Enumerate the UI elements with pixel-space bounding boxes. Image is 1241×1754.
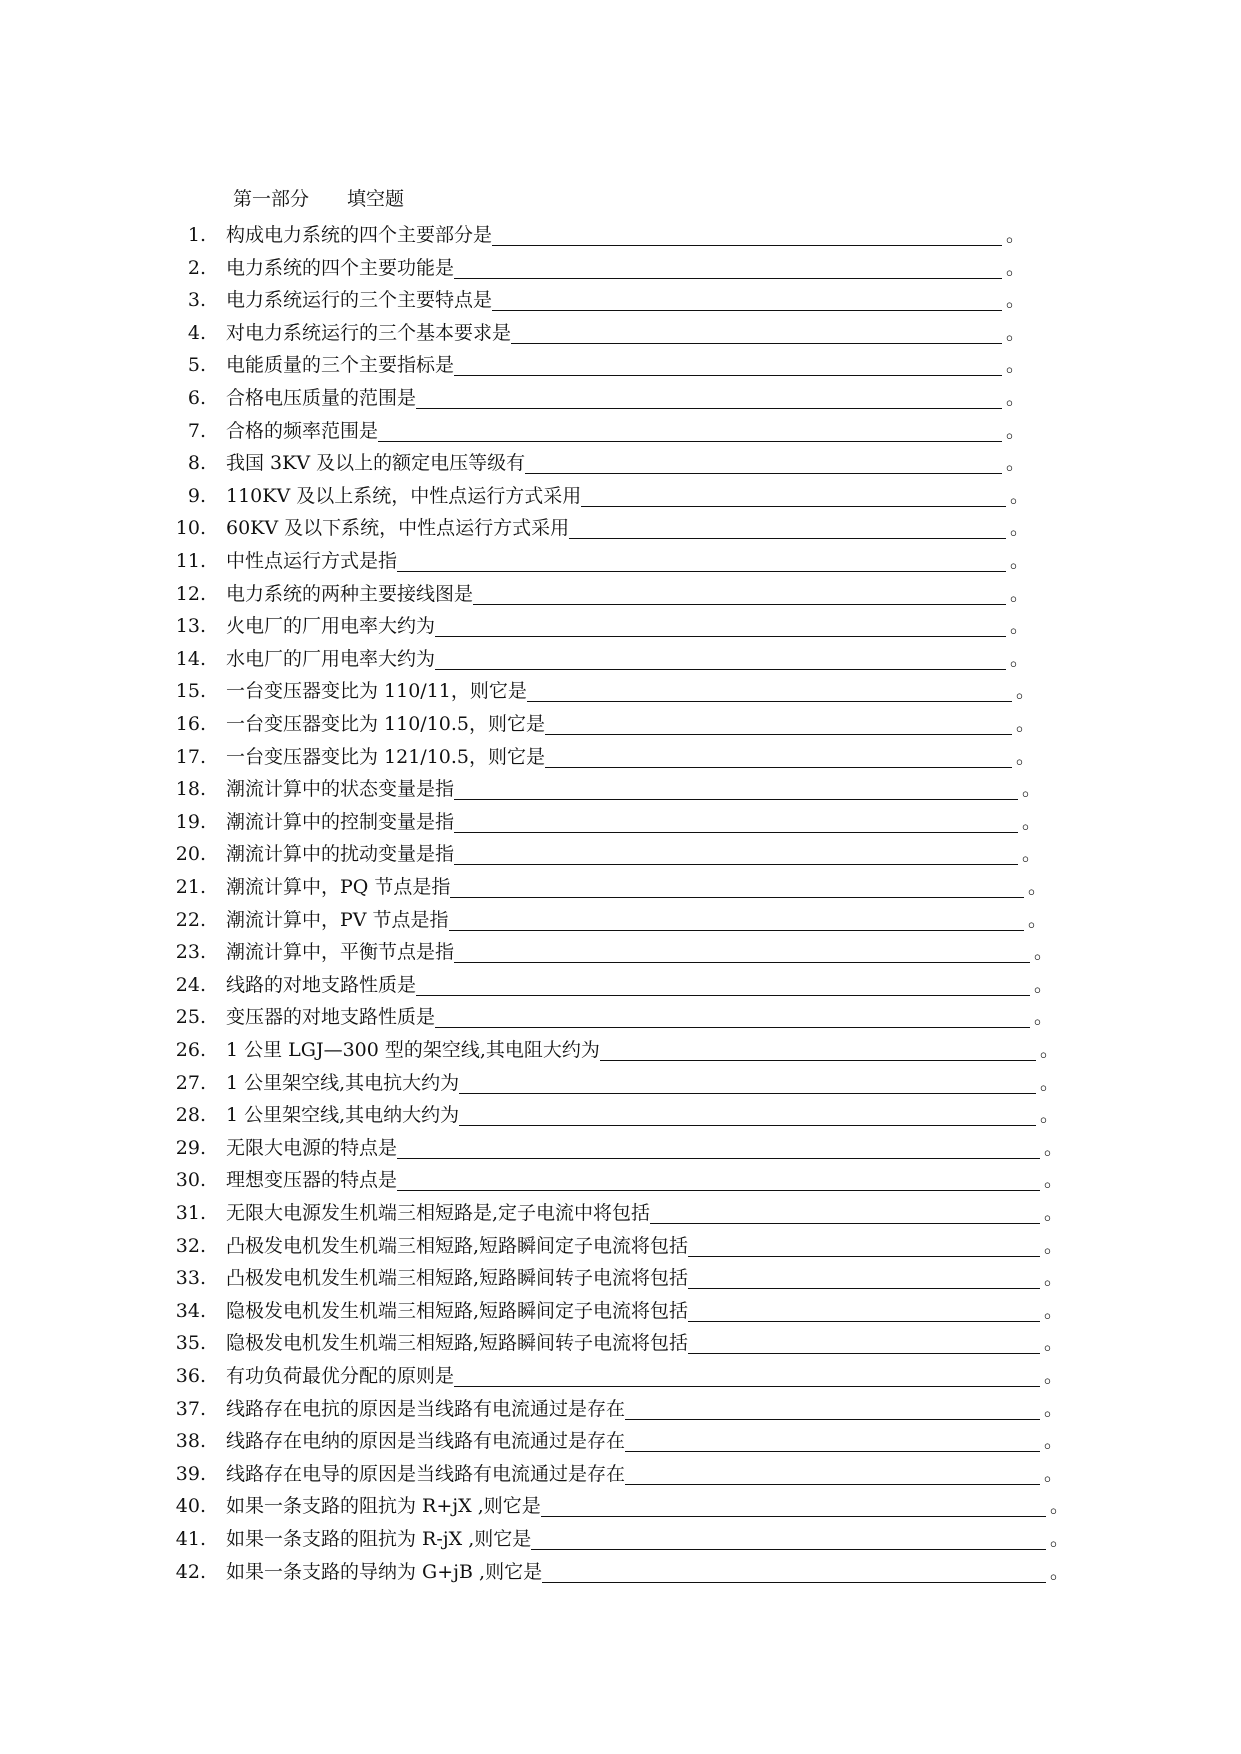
question-number: 20. — [175, 843, 206, 866]
question-text: 一台变压器变比为 110/11，则它是 — [226, 680, 527, 703]
question-number: 32. — [175, 1234, 206, 1257]
question-text: 合格电压质量的范围是 — [226, 387, 417, 409]
question-text: 电力系统运行的三个主要特点是 — [226, 289, 493, 312]
period-mark: 。 — [1006, 321, 1026, 344]
answer-blank[interactable] — [531, 1527, 1046, 1550]
question-item — [150, 1229, 1063, 1259]
question-number: 14. — [175, 647, 206, 670]
question-item — [150, 805, 1041, 835]
question-number: 5. — [187, 354, 206, 377]
answer-blank[interactable] — [650, 1201, 1040, 1224]
section-title: 第一部分 填空题 — [233, 188, 405, 210]
question-item — [150, 1326, 1063, 1356]
question-item — [150, 577, 1029, 607]
question-item — [150, 1424, 1063, 1454]
question-number: 41. — [175, 1528, 206, 1550]
question-number: 11. — [175, 550, 206, 572]
answer-blank[interactable] — [688, 1234, 1040, 1257]
answer-blank[interactable] — [688, 1331, 1040, 1354]
question-item — [150, 1294, 1063, 1324]
period-mark: 。 — [1016, 713, 1036, 735]
answer-blank[interactable] — [545, 745, 1012, 768]
question-number: 17. — [175, 745, 206, 768]
question-item — [150, 870, 1047, 900]
question-number: 19. — [175, 810, 206, 833]
question-number: 2. — [187, 256, 206, 279]
question-text: 合格的频率范围是 — [226, 419, 379, 442]
question-item — [150, 1000, 1053, 1030]
period-mark: 。 — [1044, 1462, 1064, 1485]
question-number: 23. — [175, 941, 206, 964]
question-item — [150, 674, 1035, 704]
question-item — [150, 1522, 1069, 1552]
question-text: 1 公里 LGJ—300 型的架空线,其电阻大约为 — [226, 1039, 600, 1061]
period-mark: 。 — [1044, 1332, 1064, 1355]
answer-blank[interactable] — [435, 614, 1006, 637]
question-text: 隐极发电机发生机端三相短路,短路瞬间定子电流将包括 — [226, 1299, 689, 1322]
answer-blank[interactable] — [416, 386, 1002, 409]
question-number: 9. — [187, 484, 206, 507]
answer-blank[interactable] — [581, 484, 1006, 507]
period-mark: 。 — [1034, 1006, 1054, 1029]
question-item — [150, 1098, 1059, 1128]
question-item — [150, 218, 1025, 248]
question-number: 10. — [175, 517, 206, 540]
answer-blank[interactable] — [459, 1103, 1036, 1126]
period-mark: 。 — [1028, 876, 1048, 898]
question-item — [150, 348, 1025, 378]
question-number: 36. — [175, 1365, 206, 1387]
question-text: 如果一条支路的阻抗为 R+jX ,则它是 — [226, 1495, 541, 1518]
answer-blank[interactable] — [454, 777, 1018, 800]
answer-blank[interactable] — [688, 1266, 1040, 1289]
answer-blank[interactable] — [527, 679, 1012, 702]
period-mark: 。 — [1010, 517, 1030, 540]
period-mark: 。 — [1006, 354, 1026, 377]
question-text: 如果一条支路的导纳为 G+jB ,则它是 — [226, 1560, 543, 1583]
question-number: 15. — [175, 680, 206, 703]
period-mark: 。 — [1040, 1071, 1060, 1094]
question-number: 42. — [175, 1560, 206, 1583]
answer-blank[interactable] — [492, 223, 1002, 246]
answer-blank[interactable] — [454, 353, 1002, 376]
question-text: 电力系统的两种主要接线图是 — [226, 582, 474, 605]
question-number: 12. — [175, 582, 206, 605]
answer-blank[interactable] — [541, 1494, 1046, 1517]
question-number: 31. — [175, 1202, 206, 1224]
question-text: 水电厂的厂用电率大约为 — [226, 647, 436, 670]
question-number: 29. — [175, 1136, 206, 1159]
answer-blank[interactable] — [435, 1005, 1030, 1028]
answer-blank[interactable] — [449, 908, 1024, 931]
question-text: 潮流计算中，平衡节点是指 — [226, 941, 455, 964]
period-mark: 。 — [1044, 1267, 1064, 1290]
question-text: 无限大电源的特点是 — [226, 1136, 398, 1159]
question-text: 一台变压器变比为 121/10.5，则它是 — [226, 745, 546, 768]
question-text: 隐极发电机发生机端三相短路,短路瞬间转子电流将包括 — [226, 1332, 689, 1355]
period-mark: 。 — [1010, 484, 1030, 507]
question-text: 火电厂的厂用电率大约为 — [226, 615, 436, 638]
question-text: 有功负荷最优分配的原则是 — [226, 1365, 455, 1387]
question-number: 40. — [175, 1495, 206, 1518]
period-mark: 。 — [1050, 1560, 1070, 1583]
question-item — [150, 479, 1029, 509]
question-text: 理想变压器的特点是 — [226, 1169, 398, 1192]
answer-blank[interactable] — [435, 647, 1006, 670]
answer-blank[interactable] — [492, 288, 1002, 311]
answer-blank[interactable] — [454, 940, 1030, 963]
question-text: 无限大电源发生机端三相短路是,定子电流中将包括 — [226, 1202, 651, 1224]
answer-blank[interactable] — [454, 1364, 1040, 1387]
answer-blank[interactable] — [569, 516, 1006, 539]
period-mark: 。 — [1010, 647, 1030, 670]
question-number: 3. — [187, 289, 206, 312]
question-number: 30. — [175, 1169, 206, 1192]
question-number: 4. — [187, 321, 206, 344]
question-item — [150, 837, 1041, 867]
question-text: 对电力系统运行的三个基本要求是 — [226, 321, 512, 344]
question-number: 22. — [175, 908, 206, 931]
question-text: 潮流计算中的状态变量是指 — [226, 778, 455, 801]
question-text: 1 公里架空线,其电纳大约为 — [226, 1104, 460, 1127]
period-mark: 。 — [1006, 387, 1026, 409]
answer-blank[interactable] — [454, 810, 1018, 833]
question-number: 28. — [175, 1104, 206, 1127]
period-mark: 。 — [1006, 452, 1026, 475]
question-text: 潮流计算中，PQ 节点是指 — [226, 876, 451, 898]
question-text: 如果一条支路的阻抗为 R-jX ,则它是 — [226, 1528, 532, 1550]
question-text: 电能质量的三个主要指标是 — [226, 354, 455, 377]
question-item — [150, 544, 1029, 574]
period-mark: 。 — [1028, 908, 1048, 931]
question-item — [150, 772, 1041, 802]
question-number: 18. — [175, 778, 206, 801]
period-mark: 。 — [1022, 810, 1042, 833]
question-text: 构成电力系统的四个主要部分是 — [226, 224, 493, 246]
question-number: 38. — [175, 1430, 206, 1453]
question-text: 电力系统的四个主要功能是 — [226, 256, 455, 279]
answer-blank[interactable] — [454, 256, 1002, 279]
period-mark: 。 — [1050, 1495, 1070, 1518]
period-mark: 。 — [1022, 778, 1042, 801]
question-number: 27. — [175, 1071, 206, 1094]
answer-blank[interactable] — [450, 875, 1024, 898]
question-text: 60KV 及以下系统，中性点运行方式采用 — [226, 517, 570, 540]
period-mark: 。 — [1006, 419, 1026, 442]
question-text: 线路的对地支路性质是 — [226, 973, 417, 996]
question-text: 线路存在电纳的原因是当线路有电流通过是存在 — [226, 1430, 626, 1453]
question-text: 潮流计算中，PV 节点是指 — [226, 908, 449, 931]
answer-blank[interactable] — [545, 712, 1012, 735]
question-item — [150, 1555, 1069, 1585]
period-mark: 。 — [1010, 550, 1030, 572]
question-item — [150, 968, 1053, 998]
period-mark: 。 — [1022, 843, 1042, 866]
question-text: 潮流计算中的扰动变量是指 — [226, 843, 455, 866]
answer-blank[interactable] — [473, 582, 1006, 605]
question-text: 中性点运行方式是指 — [226, 550, 398, 572]
question-text: 我国 3KV 及以上的额定电压等级有 — [226, 452, 526, 475]
question-text: 线路存在电导的原因是当线路有电流通过是存在 — [226, 1462, 626, 1485]
answer-blank[interactable] — [625, 1397, 1040, 1420]
answer-blank[interactable] — [688, 1299, 1040, 1322]
period-mark: 。 — [1016, 745, 1036, 768]
answer-blank[interactable] — [459, 1071, 1036, 1094]
question-number: 16. — [175, 713, 206, 735]
question-item — [150, 740, 1035, 770]
period-mark: 。 — [1044, 1234, 1064, 1257]
answer-blank[interactable] — [416, 973, 1030, 996]
question-number: 34. — [175, 1299, 206, 1322]
period-mark: 。 — [1040, 1039, 1060, 1061]
question-item — [150, 511, 1029, 541]
period-mark: 。 — [1034, 941, 1054, 964]
question-text: 凸极发电机发生机端三相短路,短路瞬间定子电流将包括 — [226, 1234, 689, 1257]
question-number: 39. — [175, 1462, 206, 1485]
period-mark: 。 — [1040, 1104, 1060, 1127]
question-item — [150, 707, 1035, 737]
question-item — [150, 903, 1047, 933]
period-mark: 。 — [1006, 256, 1026, 279]
question-number: 6. — [187, 387, 206, 409]
question-number: 1. — [187, 224, 206, 246]
question-number: 13. — [175, 615, 206, 638]
question-item — [150, 609, 1029, 639]
question-item — [150, 1131, 1063, 1161]
answer-blank[interactable] — [397, 549, 1006, 572]
answer-blank[interactable] — [397, 1168, 1040, 1191]
question-text: 潮流计算中的控制变量是指 — [226, 810, 455, 833]
question-number: 24. — [175, 973, 206, 996]
answer-blank[interactable] — [454, 842, 1018, 865]
question-item — [150, 1489, 1069, 1519]
period-mark: 。 — [1006, 289, 1026, 312]
question-item — [150, 381, 1025, 411]
question-number: 33. — [175, 1267, 206, 1290]
period-mark: 。 — [1016, 680, 1036, 703]
question-item — [150, 1066, 1059, 1096]
question-number: 7. — [187, 419, 206, 442]
answer-blank[interactable] — [625, 1462, 1040, 1485]
question-item — [150, 1163, 1063, 1193]
period-mark: 。 — [1044, 1202, 1064, 1224]
question-item — [150, 446, 1025, 476]
question-item — [150, 1457, 1063, 1487]
answer-blank[interactable] — [378, 419, 1002, 442]
question-item — [150, 1196, 1063, 1226]
question-text: 1 公里架空线,其电抗大约为 — [226, 1071, 460, 1094]
question-text: 110KV 及以上系统，中性点运行方式采用 — [226, 484, 582, 507]
question-number: 26. — [175, 1039, 206, 1061]
question-item — [150, 935, 1053, 965]
question-number: 8. — [187, 452, 206, 475]
period-mark: 。 — [1044, 1136, 1064, 1159]
question-item — [150, 1392, 1063, 1422]
answer-blank[interactable] — [542, 1560, 1046, 1583]
question-text: 变压器的对地支路性质是 — [226, 1006, 436, 1029]
question-number: 35. — [175, 1332, 206, 1355]
question-number: 21. — [175, 876, 206, 898]
question-item — [150, 283, 1025, 313]
question-item — [150, 414, 1025, 444]
question-item — [150, 1033, 1059, 1063]
question-number: 25. — [175, 1006, 206, 1029]
period-mark: 。 — [1010, 582, 1030, 605]
period-mark: 。 — [1010, 615, 1030, 638]
question-text: 凸极发电机发生机端三相短路,短路瞬间转子电流将包括 — [226, 1267, 689, 1290]
answer-blank[interactable] — [625, 1429, 1040, 1452]
question-item — [150, 316, 1025, 346]
period-mark: 。 — [1044, 1397, 1064, 1420]
answer-blank[interactable] — [600, 1038, 1036, 1061]
question-text: 线路存在电抗的原因是当线路有电流通过是存在 — [226, 1397, 626, 1420]
question-text: 一台变压器变比为 110/10.5，则它是 — [226, 713, 546, 735]
question-item — [150, 1359, 1063, 1389]
answer-blank[interactable] — [511, 321, 1002, 344]
period-mark: 。 — [1044, 1365, 1064, 1387]
question-item — [150, 642, 1029, 672]
question-number: 37. — [175, 1397, 206, 1420]
period-mark: 。 — [1034, 973, 1054, 996]
period-mark: 。 — [1006, 224, 1026, 246]
question-item — [150, 251, 1025, 281]
period-mark: 。 — [1050, 1528, 1070, 1550]
question-item — [150, 1261, 1063, 1291]
period-mark: 。 — [1044, 1169, 1064, 1192]
answer-blank[interactable] — [397, 1136, 1040, 1159]
answer-blank[interactable] — [525, 451, 1002, 474]
period-mark: 。 — [1044, 1430, 1064, 1453]
period-mark: 。 — [1044, 1299, 1064, 1322]
